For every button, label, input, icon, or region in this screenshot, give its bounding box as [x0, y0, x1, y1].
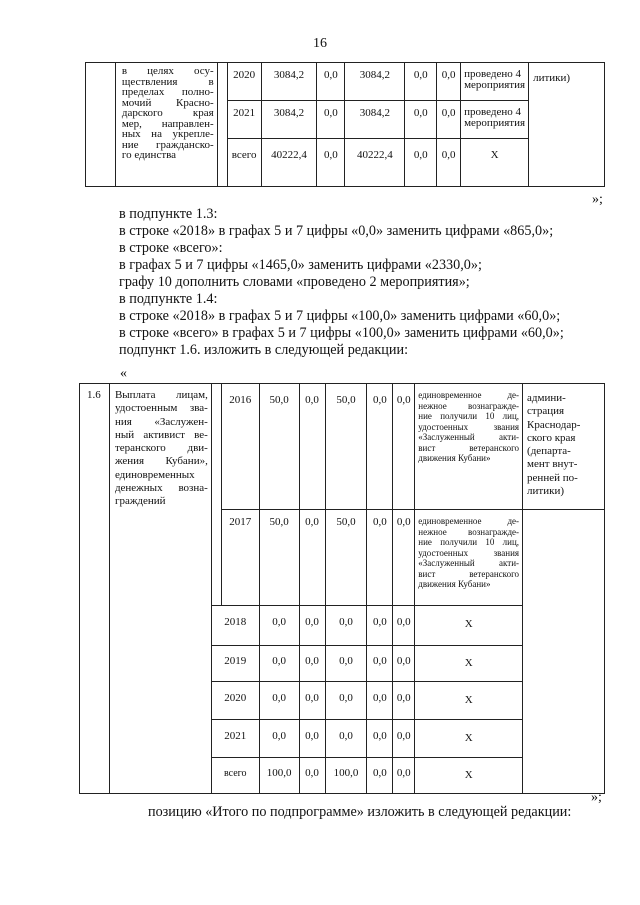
- result-cell: Х: [461, 139, 529, 187]
- description-cell: в целях осу- ществления в пределах полно- мочий Красно- дарского края мер, направлен- ных на укрепле- ние гражданско- го единства: [115, 63, 217, 187]
- value-cell: 0,0: [405, 101, 437, 139]
- result-cell: Х: [415, 646, 523, 682]
- value-cell: 0,0: [299, 682, 325, 720]
- instruction-line: графу 10 дополнить словами «проведено 2 мероприятия»;: [119, 274, 470, 290]
- instruction-line: в строке «всего»:: [119, 240, 223, 256]
- value-cell: 0,0: [437, 139, 461, 187]
- value-cell: 0,0: [367, 384, 393, 510]
- value-cell: 0,0: [317, 139, 345, 187]
- value-cell: 0,0: [299, 384, 325, 510]
- value-cell: 3084,2: [345, 63, 405, 101]
- result-cell: Х: [415, 606, 523, 646]
- value-cell: 0,0: [393, 606, 415, 646]
- instruction-line: в строке «всего» в графах 5 и 7 цифры «100,0» заменить цифрами «60,0»;: [119, 325, 564, 341]
- value-cell: 0,0: [367, 758, 393, 794]
- value-cell: 50,0: [259, 384, 299, 510]
- value-cell: 0,0: [259, 606, 299, 646]
- year-cell: 2020: [227, 63, 261, 101]
- executor-blank-cell: [523, 510, 605, 794]
- value-cell: 0,0: [393, 682, 415, 720]
- value-cell: 0,0: [367, 646, 393, 682]
- value-cell: 0,0: [325, 606, 367, 646]
- value-cell: 0,0: [317, 63, 345, 101]
- value-cell: 0,0: [259, 720, 299, 758]
- value-cell: 0,0: [299, 510, 325, 606]
- result-cell: проведено 4 мероприятия: [461, 101, 529, 139]
- value-cell: 0,0: [325, 682, 367, 720]
- executor-cell: литики): [529, 63, 605, 187]
- instruction-line: в строке «2018» в графах 5 и 7 цифры «100,0» заменить цифрами «60,0»;: [119, 308, 561, 324]
- result-cell: Х: [415, 758, 523, 794]
- year-cell: 2017: [221, 510, 259, 606]
- year-cell: всего: [227, 139, 261, 187]
- value-cell: 0,0: [299, 758, 325, 794]
- value-cell: 0,0: [367, 720, 393, 758]
- value-cell: 40222,4: [345, 139, 405, 187]
- value-cell: 0,0: [393, 758, 415, 794]
- blank-cell: [211, 384, 221, 606]
- value-cell: 0,0: [299, 646, 325, 682]
- table-subitem-1-6: [79, 383, 605, 794]
- value-cell: 0,0: [325, 720, 367, 758]
- value-cell: 100,0: [325, 758, 367, 794]
- value-cell: 0,0: [393, 646, 415, 682]
- instruction-line: в подпункте 1.4:: [119, 291, 218, 307]
- executor-cell: админи- страция Краснодар- ского края (департа- мент внут- ренней по- литики): [523, 384, 605, 510]
- value-cell: 0,0: [393, 510, 415, 606]
- year-cell: 2019: [211, 646, 259, 682]
- value-cell: 0,0: [405, 139, 437, 187]
- value-cell: 0,0: [299, 606, 325, 646]
- value-cell: 100,0: [259, 758, 299, 794]
- result-cell: единовременное де- нежное вознагражде- ние получили 10 лиц, удостоенных звания «Заслуженный акти- вист ветеранского движения Кубани»: [415, 510, 523, 606]
- value-cell: 3084,2: [261, 63, 317, 101]
- value-cell: 0,0: [299, 720, 325, 758]
- value-cell: 50,0: [325, 510, 367, 606]
- year-cell: 2021: [227, 101, 261, 139]
- value-cell: 0,0: [317, 101, 345, 139]
- value-cell: 0,0: [437, 63, 461, 101]
- value-cell: 0,0: [437, 101, 461, 139]
- value-cell: 3084,2: [345, 101, 405, 139]
- result-cell: Х: [415, 682, 523, 720]
- instruction-line: в строке «2018» в графах 5 и 7 цифры «0,0» заменить цифрами «865,0»;: [119, 223, 554, 239]
- value-cell: 50,0: [325, 384, 367, 510]
- value-cell: 0,0: [325, 646, 367, 682]
- table-continued: [85, 62, 605, 187]
- instruction-line: в подпункте 1.3:: [119, 206, 218, 222]
- result-cell: проведено 4 мероприятия: [461, 63, 529, 101]
- value-cell: 0,0: [393, 384, 415, 510]
- blank-cell: [217, 63, 227, 187]
- result-cell: Х: [415, 720, 523, 758]
- open-quote: «: [120, 366, 127, 381]
- year-cell: всего: [211, 758, 259, 794]
- num-cell: 1.6: [80, 384, 110, 794]
- value-cell: 50,0: [259, 510, 299, 606]
- instruction-line: подпункт 1.6. изложить в следующей редакции:: [119, 342, 409, 358]
- value-cell: 40222,4: [261, 139, 317, 187]
- final-instruction: позицию «Итого по подпрограмме» изложить в следующей редакции:: [148, 804, 572, 820]
- value-cell: 0,0: [259, 682, 299, 720]
- year-cell: 2020: [211, 682, 259, 720]
- value-cell: 0,0: [367, 682, 393, 720]
- close-quote: »;: [592, 192, 603, 207]
- value-cell: 0,0: [367, 606, 393, 646]
- num-cell: [86, 63, 116, 187]
- value-cell: 0,0: [393, 720, 415, 758]
- year-cell: 2021: [211, 720, 259, 758]
- result-cell: единовременное де- нежное вознагражде- ние получили 10 лиц, удостоенных звания «Заслуженный акти- вист ветеранского движения Кубани»: [415, 384, 523, 510]
- description-cell: Выплата лицам, удостоенным зва- ния «Заслужен- ный активист ве- теранского дви- жения Кубани», единовременных денежных возна- граждений: [109, 384, 211, 794]
- value-cell: 0,0: [405, 63, 437, 101]
- instruction-line: в графах 5 и 7 цифры «1465,0» заменить цифрами «2330,0»;: [119, 257, 482, 273]
- year-cell: 2016: [221, 384, 259, 510]
- year-cell: 2018: [211, 606, 259, 646]
- value-cell: 0,0: [367, 510, 393, 606]
- close-quote: »;: [591, 790, 602, 805]
- value-cell: 0,0: [259, 646, 299, 682]
- page-number: 16: [313, 36, 327, 51]
- value-cell: 3084,2: [261, 101, 317, 139]
